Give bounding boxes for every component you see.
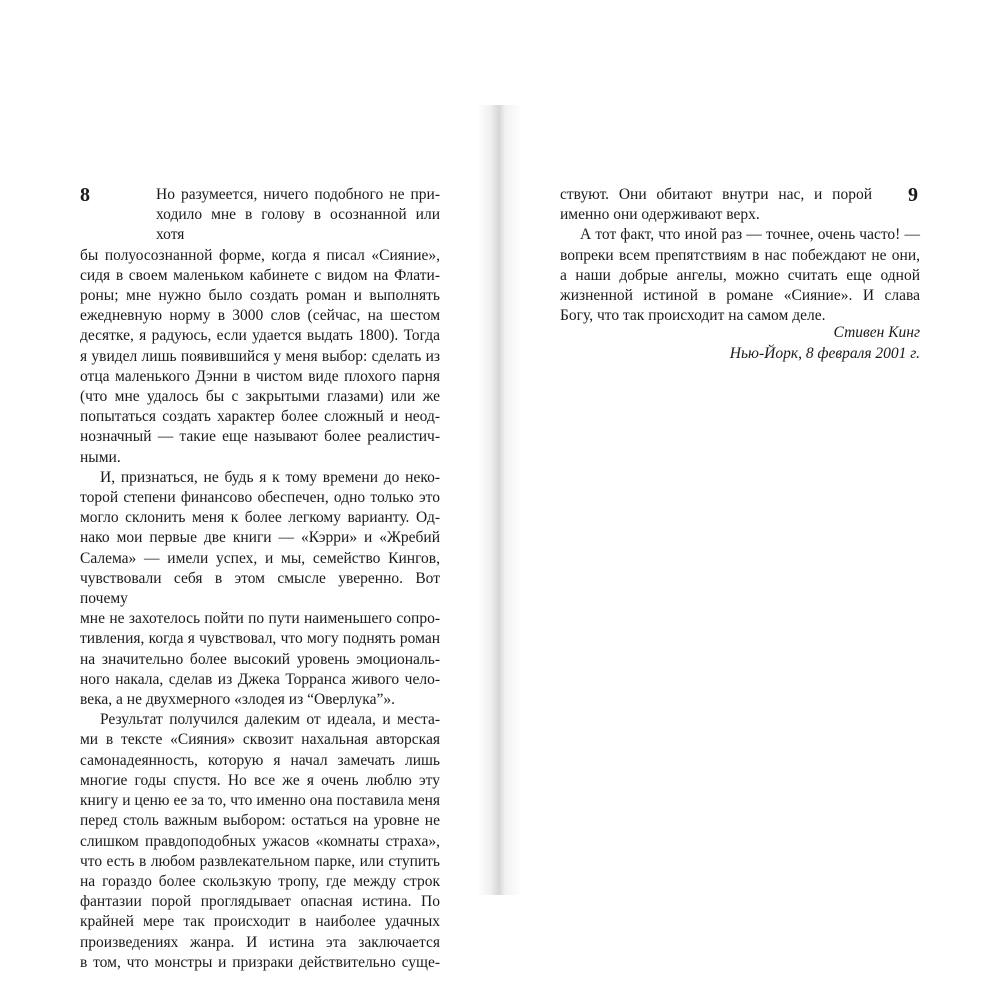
- text-line: И, признаться, не будь я к тому времени до неко-: [100, 468, 440, 486]
- text-line: Салема» — имели успех, и мы, семейство Кингов,: [80, 549, 440, 567]
- signature-block: [560, 323, 920, 364]
- text-line: Богу, что так происходит на самом деле.: [560, 307, 826, 325]
- text-line: произведениях жанра. И истина эта заключается: [80, 933, 440, 951]
- text-line: чувствовали себя в этом смысле уверенно. Вот почему: [80, 569, 440, 608]
- text-line: роны; мне нужно было создать роман и выполнять: [80, 287, 440, 305]
- text-line: десятке, я радуюсь, если удается выдать 1800). Тогда: [80, 327, 440, 345]
- text-line: века, а не двухмерного «злодея из “Оверлука”».: [80, 691, 395, 709]
- text-line: попытаться создать характер более сложный и неод-: [80, 408, 440, 426]
- text-line: именно они одерживают верх.: [560, 206, 760, 224]
- text-line: а наши добрые ангелы, можно считать еще одной: [560, 266, 920, 284]
- text-line: нако мои первые две книги — «Кэрри» и «Жребий: [80, 529, 440, 547]
- text-line: книгу и ценю ее за то, что именно она поставила меня: [80, 792, 440, 810]
- text-line: сидя в своем маленьком кабинете с видом на Флати-: [80, 266, 440, 284]
- text-line: ного накала, сделав из Джека Торранса живого чело-: [80, 670, 440, 688]
- signature-place-date: Нью-Йорк, 8 февраля 2001 г.: [729, 344, 920, 362]
- text-line: жизненной истиной в романе «Сияние». И слава: [560, 287, 920, 305]
- text-line: Результат получился далеким от идеала, и места-: [100, 711, 440, 729]
- signature-author: Стивен Кинг: [833, 324, 920, 341]
- book-gutter-shadow: [478, 105, 522, 895]
- text-line: что есть в любом развлекательном парке, или ступить: [80, 852, 440, 870]
- text-line: торой степени финансово обеспечен, одно только это: [80, 489, 440, 507]
- text-line: Но разумеется, ничего подобного не при-: [156, 186, 440, 203]
- left-page-text: [80, 185, 440, 973]
- text-line: ствуют. Они обитают внутри нас, и порой: [560, 186, 872, 203]
- text-line: отца маленького Дэнни в чистом виде плохого парня: [80, 367, 440, 385]
- text-line: (что мне удалось бы с закрытыми глазами) или же: [80, 388, 440, 406]
- text-line: многие годы спустя. Но все же я очень люблю эту: [80, 771, 440, 789]
- text-line: ходило мне в голову в осознанной или хотя: [156, 206, 440, 244]
- text-line: мне не захотелось пойти по пути наименьшего сопро-: [80, 610, 440, 628]
- text-line: фантазии порой проглядывает опасная истина. По: [80, 893, 440, 911]
- text-line: вопреки всем препятствиям в нас побеждают не они,: [560, 246, 920, 264]
- text-line: перед столь важным выбором: остаться на уровне не: [80, 812, 440, 830]
- text-line: крайней мере так происходит в наиболее удачных: [80, 913, 440, 931]
- text-line: тивления, когда я чувствовал, что могу поднять роман: [80, 630, 440, 648]
- right-page-text: [560, 185, 920, 326]
- text-line: ными.: [80, 448, 121, 466]
- text-line: бы полуосознанной форме, когда я писал «Сияние»,: [80, 246, 440, 264]
- text-line: я увидел лишь появившийся у меня выбор: сделать из: [80, 347, 440, 365]
- text-line: самонадеянность, которую я начал замечать лишь: [80, 751, 440, 769]
- text-line: в том, что монстры и призраки действительно суще-: [80, 953, 440, 971]
- text-line: могло склонить меня к более легкому варианту. Од-: [80, 509, 440, 527]
- text-line: ежедневную норму в 3000 слов (сейчас, на шестом: [80, 307, 440, 325]
- page-number-right: 9: [908, 184, 918, 206]
- text-line: на значительно более высокий уровень эмоциональ-: [80, 650, 440, 668]
- text-line: ми в тексте «Сияния» сквозит нахальная авторская: [80, 731, 440, 749]
- text-line: слишком правдоподобных ужасов «комнаты страха»,: [80, 832, 440, 850]
- text-line: нозначный — такие еще называют более реалистич-: [80, 428, 440, 446]
- text-line: А тот факт, что иной раз — точнее, очень часто! —: [580, 226, 920, 244]
- page-number-left: 8: [80, 184, 90, 206]
- text-line: на гораздо более скользкую тропу, где между строк: [80, 872, 440, 890]
